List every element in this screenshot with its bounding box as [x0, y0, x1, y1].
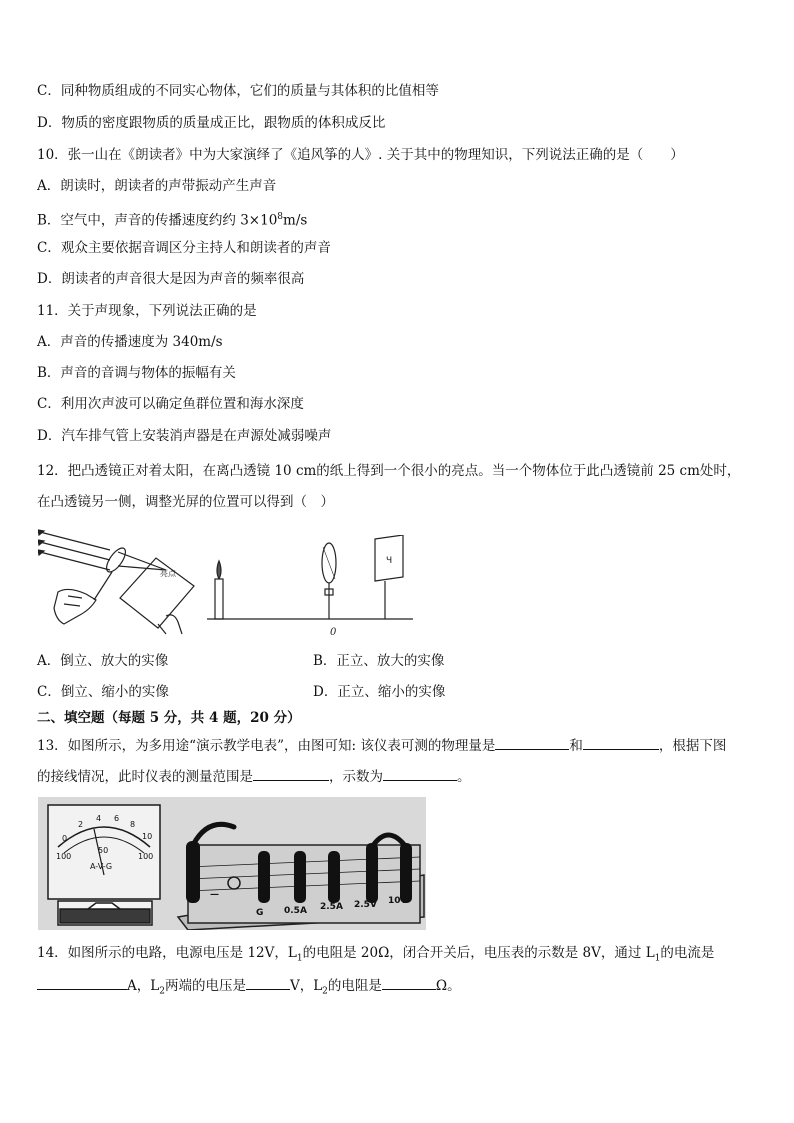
q11-option-b: B．声音的音调与物体的振幅有关: [37, 365, 236, 381]
q11-option-a: A．声音的传播速度为 340m/s: [37, 334, 223, 350]
q13-blank-4[interactable]: [383, 767, 457, 781]
q13-text-c: ，根据下图: [658, 738, 727, 754]
bench-zero-label: 0: [330, 627, 337, 638]
q10-option-c: C．观众主要依据音调区分主持人和朗读者的声音: [37, 240, 331, 256]
q10b-exponent: 8: [277, 212, 284, 222]
q12-stem-line1: 12．把凸透镜正对着太阳，在离凸透镜 10 cm的纸上得到一个很小的亮点。当一个物体位于此凸透镜前 25 cm处时，: [37, 463, 741, 479]
q11-stem: 11．关于声现象，下列说法正确的是: [37, 303, 257, 319]
q13-text-e: ，示数为: [329, 769, 383, 785]
q13-blank-1[interactable]: [495, 736, 569, 750]
meter-scale-low-right: 100: [138, 852, 154, 861]
q14-text-f: V，L: [289, 978, 323, 994]
q13-text-a: 13．如图所示，为多用途“演示教学电表”，由图可知: 该仪表可测的物理量是: [37, 738, 496, 754]
q13-text-d: 的接线情况，此时仪表的测量范围是: [37, 769, 253, 785]
q13-line2: [37, 767, 471, 786]
q14-blank-2[interactable]: [246, 976, 290, 990]
q13-blank-3[interactable]: [253, 767, 329, 781]
meter-scale-4: 4: [96, 814, 102, 823]
optical-bench-figure: [205, 535, 415, 640]
q14-text-a: 14．如图所示的电路，电源电压是 12V，L: [37, 945, 297, 961]
q12-option-c: C．倒立、缩小的实像: [37, 684, 169, 700]
q14-text-b: 的电阻是 20Ω，闭合开关后，电压表的示数是 8V，通过 L: [302, 945, 655, 961]
terminal-label-g: G: [256, 908, 264, 918]
q10b-unit: m/s: [283, 212, 308, 229]
q12-stem-line2: 在凸透镜另一侧，调整光屏的位置可以得到（ ）: [37, 494, 334, 510]
q14-text-g: 的电阻是: [327, 978, 382, 994]
lens-sunlight-figure: [38, 528, 198, 636]
q14-blank-1[interactable]: [37, 976, 127, 990]
q10-option-b: [37, 208, 307, 230]
meter-scale-2: 2: [78, 820, 84, 829]
demo-meter-figure: [38, 797, 426, 930]
q13-blank-2[interactable]: [583, 736, 659, 750]
q11-option-d: D．汽车排气管上安装消声器是在声源处减弱噪声: [37, 428, 332, 444]
q14-sub-c: 2: [159, 986, 165, 997]
q14-line1: [37, 944, 714, 968]
section-2-heading: 二、填空题（每题 5 分，共 4 题，20 分）: [37, 710, 301, 726]
q12-option-b: B．正立、放大的实像: [313, 653, 445, 669]
svg-text:Ч: Ч: [386, 556, 393, 566]
q14-text-d: A，L: [127, 978, 160, 994]
q10-option-d: D．朗读者的声音很大是因为声音的频率很高: [37, 271, 305, 287]
q9-option-c: C．同种物质组成的不同实心物体，它们的质量与其体积的比值相等: [37, 83, 439, 99]
q12-option-a: A．倒立、放大的实像: [37, 653, 169, 669]
meter-mode-label: A-V-G: [90, 862, 113, 871]
q13-text-f: 。: [457, 769, 471, 785]
meter-scale-low-left: 100: [56, 852, 72, 861]
q10-stem: 10．张一山在《朗读者》中为大家演绎了《追风筝的人》. 关于其中的物理知识，下列说法正确的是（ ）: [37, 147, 684, 163]
meter-scale-0: 0: [62, 834, 68, 843]
terminal-label-minus: —: [210, 890, 219, 900]
q12-option-d: D．正立、缩小的实像: [313, 684, 446, 700]
terminal-label-10v: 10V: [388, 896, 408, 906]
q14-blank-3[interactable]: [382, 976, 436, 990]
q14-text-h: Ω。: [435, 978, 461, 994]
meter-scale-10: 10: [142, 832, 153, 841]
q14-sub-a: 1: [296, 953, 303, 964]
terminal-label-2-5a: 2.5A: [320, 902, 343, 912]
q14-text-e: 两端的电压是: [164, 978, 246, 994]
lens-paper-label: 亮点: [160, 569, 176, 578]
meter-scale-low-mid: 50: [98, 846, 109, 855]
terminal-label-0-5a: 0.5A: [284, 906, 307, 916]
meter-scale-8: 8: [130, 820, 136, 829]
q14-sub-d: 2: [322, 986, 328, 997]
meter-scale-6: 6: [114, 814, 120, 823]
q14-sub-b: 1: [654, 953, 661, 964]
q14-text-c: 的电流是: [660, 945, 715, 961]
q9-option-d: D．物质的密度跟物质的质量成正比，跟物质的体积成反比: [37, 115, 386, 131]
q13-line1: [37, 736, 726, 755]
q10-option-a: A．朗读时，朗读者的声带振动产生声音: [37, 178, 277, 194]
q10b-text: B．空气中，声音的传播速度约约 3×10: [37, 212, 278, 229]
q13-text-b: 和: [569, 738, 583, 754]
q11-option-c: C．利用次声波可以确定鱼群位置和海水深度: [37, 396, 304, 412]
terminal-label-2-5v: 2.5V: [354, 900, 377, 910]
q14-line2: [37, 976, 461, 1001]
